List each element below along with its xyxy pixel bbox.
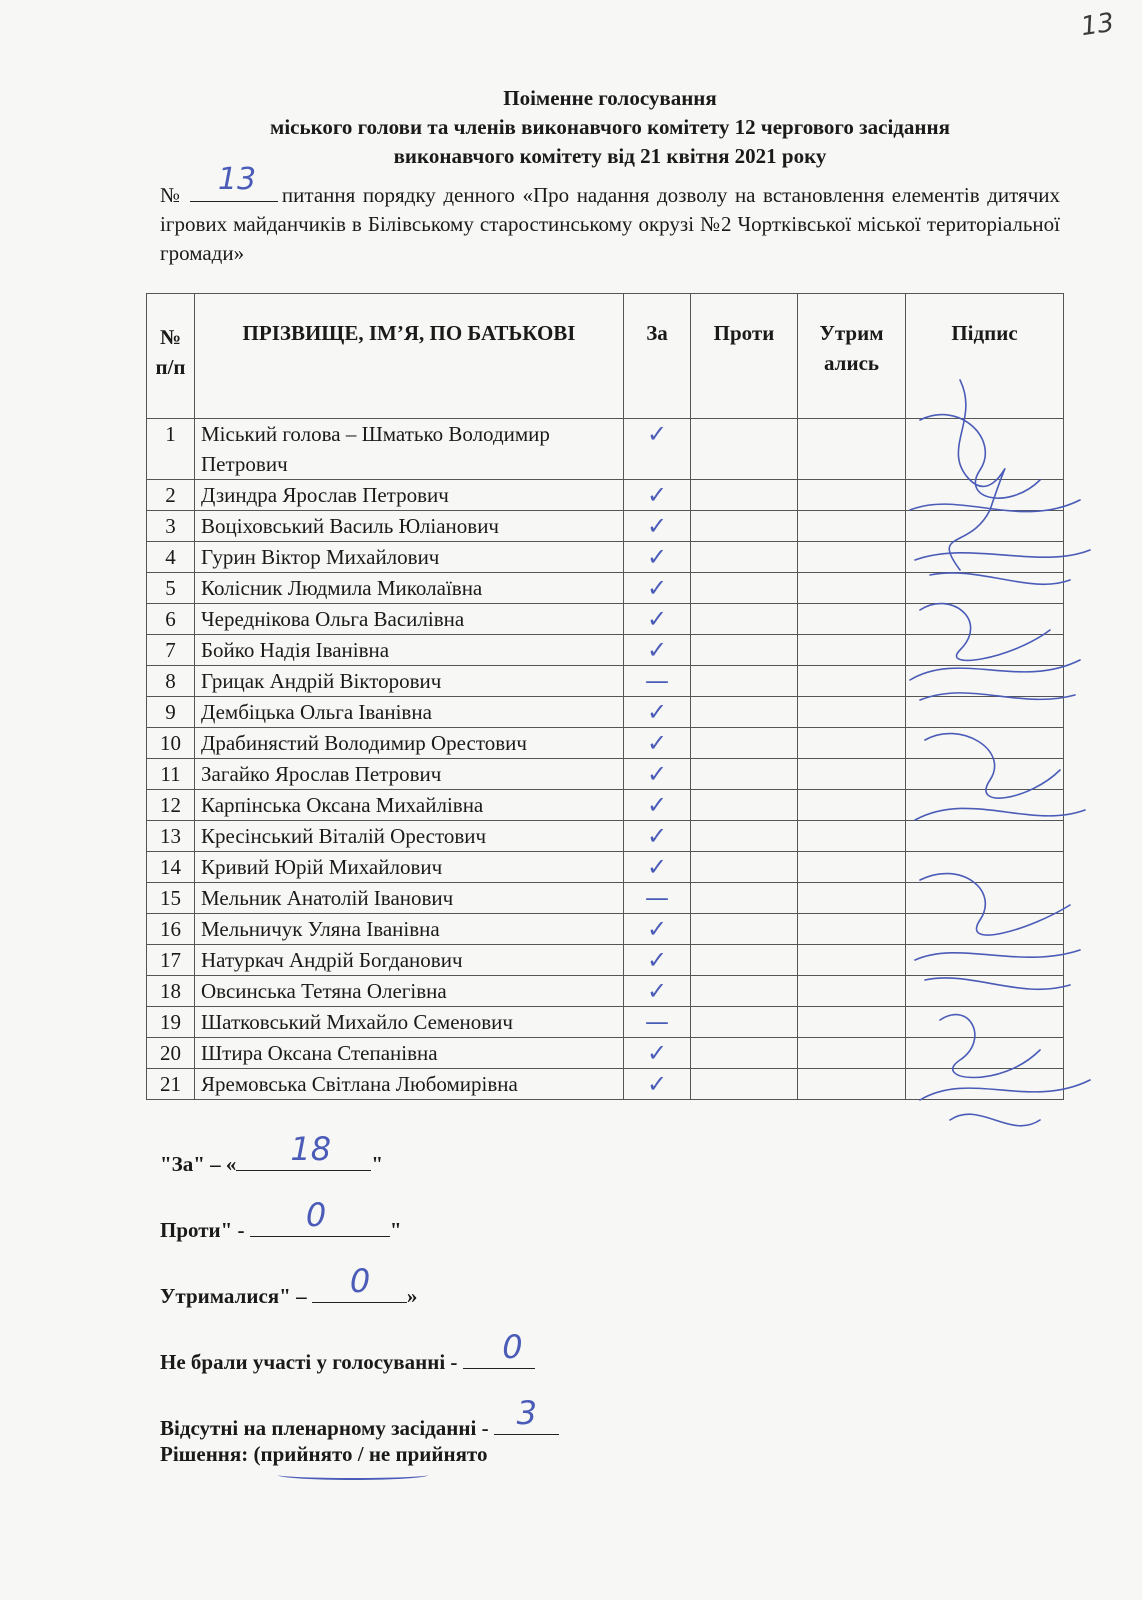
row-signature bbox=[906, 480, 1064, 511]
title-line-3: виконавчого комітету від 21 квітня 2021 року bbox=[393, 144, 827, 168]
row-name: Мельник Анатолій Іванович bbox=[195, 883, 624, 914]
table-row bbox=[147, 697, 1064, 728]
summary-against bbox=[160, 1196, 402, 1243]
row-vote-against bbox=[691, 728, 798, 759]
row-signature bbox=[906, 1038, 1064, 1069]
row-vote-abstained bbox=[798, 666, 906, 697]
summary-for-end: " bbox=[371, 1152, 384, 1176]
row-num: 13 bbox=[147, 821, 195, 852]
table-row bbox=[147, 759, 1064, 790]
summary-against-blank bbox=[250, 1196, 390, 1237]
row-vote-for: — bbox=[624, 1007, 691, 1038]
table-row bbox=[147, 728, 1064, 759]
summary-for-label: "За" – « bbox=[160, 1152, 237, 1176]
row-name: Мельничук Уляна Іванівна bbox=[195, 914, 624, 945]
agenda-item-intro bbox=[160, 162, 1061, 268]
table-row bbox=[147, 945, 1064, 976]
table-row bbox=[147, 419, 1064, 480]
table-row bbox=[147, 1038, 1064, 1069]
page-number: 13 bbox=[1078, 7, 1116, 43]
row-num: 3 bbox=[147, 511, 195, 542]
decision-text: Рішення: (прийнято / не прийнято bbox=[160, 1442, 488, 1466]
row-vote-against bbox=[691, 1038, 798, 1069]
row-vote-against bbox=[691, 821, 798, 852]
row-name: Бойко Надія Іванівна bbox=[195, 635, 624, 666]
row-vote-abstained bbox=[798, 542, 906, 573]
row-vote-abstained bbox=[798, 635, 906, 666]
row-signature bbox=[906, 1069, 1064, 1100]
row-vote-for: ✓ bbox=[624, 852, 691, 883]
row-vote-abstained bbox=[798, 480, 906, 511]
summary-for bbox=[160, 1130, 384, 1177]
row-signature bbox=[906, 697, 1064, 728]
row-name: Овсинська Тетяна Олегівна bbox=[195, 976, 624, 1007]
row-num: 15 bbox=[147, 883, 195, 914]
row-num: 5 bbox=[147, 573, 195, 604]
row-vote-for: ✓ bbox=[624, 542, 691, 573]
row-vote-against bbox=[691, 914, 798, 945]
row-num: 11 bbox=[147, 759, 195, 790]
summary-absent bbox=[160, 1394, 559, 1441]
row-vote-against bbox=[691, 604, 798, 635]
row-name: Шатковський Михайло Семенович bbox=[195, 1007, 624, 1038]
row-signature bbox=[906, 883, 1064, 914]
row-vote-abstained bbox=[798, 852, 906, 883]
row-vote-abstained bbox=[798, 1038, 906, 1069]
row-signature bbox=[906, 790, 1064, 821]
row-vote-for: ✓ bbox=[624, 728, 691, 759]
agenda-item-text: питання порядку денного «Про надання дозволу на встановлення елементів дитячих ігрових майданчиків в Білівському старостинському окрузі №2 Чортківської міської територіальної громади» bbox=[160, 183, 1061, 265]
row-num: 1 bbox=[147, 419, 195, 480]
table-row bbox=[147, 1007, 1064, 1038]
handwritten-not-participated-count: 0 bbox=[502, 1328, 523, 1366]
row-vote-for: ✓ bbox=[624, 573, 691, 604]
row-name: Дембіцька Ольга Іванівна bbox=[195, 697, 624, 728]
row-num: 9 bbox=[147, 697, 195, 728]
table-row bbox=[147, 542, 1064, 573]
row-num: 20 bbox=[147, 1038, 195, 1069]
row-name: Штира Оксана Степанівна bbox=[195, 1038, 624, 1069]
header-against: Проти bbox=[691, 294, 798, 419]
row-signature bbox=[906, 511, 1064, 542]
row-num: 7 bbox=[147, 635, 195, 666]
header-signature: Підпис bbox=[906, 294, 1064, 419]
row-vote-abstained bbox=[798, 914, 906, 945]
table-row bbox=[147, 604, 1064, 635]
row-signature bbox=[906, 728, 1064, 759]
row-num: 8 bbox=[147, 666, 195, 697]
row-name: Воціховський Василь Юліанович bbox=[195, 511, 624, 542]
header-name: ПРІЗВИЩЕ, ІМ’Я, ПО БАТЬКОВІ bbox=[195, 294, 624, 419]
row-vote-for: ✓ bbox=[624, 976, 691, 1007]
row-signature bbox=[906, 666, 1064, 697]
row-name: Гурин Віктор Михайлович bbox=[195, 542, 624, 573]
row-vote-for: — bbox=[624, 883, 691, 914]
row-vote-abstained bbox=[798, 759, 906, 790]
table-row bbox=[147, 511, 1064, 542]
row-vote-abstained bbox=[798, 945, 906, 976]
row-signature bbox=[906, 542, 1064, 573]
title-line-1: Поіменне голосування bbox=[503, 86, 717, 110]
table-row bbox=[147, 1069, 1064, 1100]
table-row bbox=[147, 635, 1064, 666]
row-name: Драбинястий Володимир Орестович bbox=[195, 728, 624, 759]
summary-absent-label: Відсутні на пленарному засіданні - bbox=[160, 1416, 489, 1440]
row-vote-against bbox=[691, 419, 798, 480]
handwritten-absent-count: 3 bbox=[516, 1394, 537, 1432]
row-vote-against bbox=[691, 480, 798, 511]
row-vote-against bbox=[691, 976, 798, 1007]
agenda-number-blank bbox=[190, 162, 278, 202]
row-num: 18 bbox=[147, 976, 195, 1007]
document-title bbox=[160, 84, 1060, 171]
row-vote-for: ✓ bbox=[624, 1038, 691, 1069]
header-abstained: Утрим ались bbox=[798, 294, 906, 419]
row-signature bbox=[906, 914, 1064, 945]
title-line-2: міського голови та членів виконавчого комітету 12 чергового засідання bbox=[270, 115, 950, 139]
row-vote-abstained bbox=[798, 1007, 906, 1038]
table-row bbox=[147, 976, 1064, 1007]
header-for: За bbox=[624, 294, 691, 419]
row-signature bbox=[906, 419, 1064, 480]
row-name: Кривий Юрій Михайлович bbox=[195, 852, 624, 883]
row-vote-for: — bbox=[624, 666, 691, 697]
header-num: № п/п bbox=[147, 294, 195, 419]
row-vote-abstained bbox=[798, 573, 906, 604]
table-row bbox=[147, 573, 1064, 604]
row-vote-against bbox=[691, 1007, 798, 1038]
row-vote-against bbox=[691, 666, 798, 697]
row-vote-abstained bbox=[798, 697, 906, 728]
summary-abstained-label: Утрималися" – bbox=[160, 1284, 307, 1308]
summary-absent-blank bbox=[494, 1394, 559, 1435]
row-vote-for: ✓ bbox=[624, 1069, 691, 1100]
handwritten-agenda-number: 13 bbox=[217, 162, 257, 197]
row-signature bbox=[906, 852, 1064, 883]
row-signature bbox=[906, 1007, 1064, 1038]
row-signature bbox=[906, 976, 1064, 1007]
row-num: 19 bbox=[147, 1007, 195, 1038]
row-vote-for: ✓ bbox=[624, 511, 691, 542]
roll-call-vote-table bbox=[146, 293, 1064, 1100]
row-vote-for: ✓ bbox=[624, 945, 691, 976]
row-vote-abstained bbox=[798, 976, 906, 1007]
row-vote-abstained bbox=[798, 790, 906, 821]
row-vote-for: ✓ bbox=[624, 914, 691, 945]
summary-abstained bbox=[160, 1262, 418, 1309]
table-row bbox=[147, 790, 1064, 821]
row-vote-against bbox=[691, 852, 798, 883]
row-vote-abstained bbox=[798, 1069, 906, 1100]
row-vote-against bbox=[691, 759, 798, 790]
row-vote-abstained bbox=[798, 511, 906, 542]
row-num: 17 bbox=[147, 945, 195, 976]
row-vote-against bbox=[691, 542, 798, 573]
handwritten-underline bbox=[278, 1470, 428, 1480]
handwritten-for-count: 18 bbox=[290, 1130, 332, 1168]
summary-not-participated bbox=[160, 1328, 535, 1375]
row-name: Дзиндра Ярослав Петрович bbox=[195, 480, 624, 511]
row-name: Міський голова – Шматько Володимир Петрович bbox=[195, 419, 624, 480]
row-name: Загайко Ярослав Петрович bbox=[195, 759, 624, 790]
table-row bbox=[147, 883, 1064, 914]
summary-not-participated-blank bbox=[463, 1328, 535, 1369]
row-vote-against bbox=[691, 883, 798, 914]
summary-against-label: Проти" - bbox=[160, 1218, 245, 1242]
number-sign: № bbox=[160, 183, 183, 207]
row-vote-against bbox=[691, 945, 798, 976]
row-vote-for: ✓ bbox=[624, 759, 691, 790]
summary-for-blank bbox=[236, 1130, 371, 1171]
row-num: 12 bbox=[147, 790, 195, 821]
row-name: Яремовська Світлана Любомирівна bbox=[195, 1069, 624, 1100]
row-name: Кресінський Віталій Орестович bbox=[195, 821, 624, 852]
table-row bbox=[147, 821, 1064, 852]
row-signature bbox=[906, 821, 1064, 852]
row-vote-against bbox=[691, 697, 798, 728]
handwritten-against-count: 0 bbox=[305, 1196, 327, 1234]
row-name: Натуркач Андрій Богданович bbox=[195, 945, 624, 976]
row-vote-abstained bbox=[798, 883, 906, 914]
row-vote-abstained bbox=[798, 604, 906, 635]
row-vote-against bbox=[691, 573, 798, 604]
row-vote-abstained bbox=[798, 728, 906, 759]
row-vote-against bbox=[691, 635, 798, 666]
table-row bbox=[147, 914, 1064, 945]
summary-abstained-end: » bbox=[406, 1284, 418, 1308]
row-vote-for: ✓ bbox=[624, 790, 691, 821]
row-name: Череднікова Ольга Василівна bbox=[195, 604, 624, 635]
row-signature bbox=[906, 945, 1064, 976]
table-row bbox=[147, 852, 1064, 883]
row-vote-for: ✓ bbox=[624, 480, 691, 511]
row-vote-for: ✓ bbox=[624, 604, 691, 635]
row-name: Грицак Андрій Вікторович bbox=[195, 666, 624, 697]
row-num: 16 bbox=[147, 914, 195, 945]
decision-line bbox=[160, 1442, 487, 1467]
row-vote-abstained bbox=[798, 821, 906, 852]
row-num: 4 bbox=[147, 542, 195, 573]
row-name: Колісник Людмила Миколаївна bbox=[195, 573, 624, 604]
row-num: 14 bbox=[147, 852, 195, 883]
table-header-row bbox=[147, 294, 1064, 419]
row-vote-against bbox=[691, 511, 798, 542]
row-vote-for: ✓ bbox=[624, 635, 691, 666]
summary-abstained-blank bbox=[312, 1262, 407, 1303]
row-signature bbox=[906, 759, 1064, 790]
handwritten-abstained-count: 0 bbox=[349, 1262, 371, 1300]
row-signature bbox=[906, 635, 1064, 666]
row-signature bbox=[906, 573, 1064, 604]
row-signature bbox=[906, 604, 1064, 635]
row-vote-against bbox=[691, 1069, 798, 1100]
row-num: 10 bbox=[147, 728, 195, 759]
table-row bbox=[147, 480, 1064, 511]
row-num: 6 bbox=[147, 604, 195, 635]
summary-not-participated-label: Не брали участі у голосуванні - bbox=[160, 1350, 458, 1374]
row-vote-abstained bbox=[798, 419, 906, 480]
row-vote-against bbox=[691, 790, 798, 821]
row-vote-for: ✓ bbox=[624, 697, 691, 728]
row-num: 2 bbox=[147, 480, 195, 511]
row-vote-for: ✓ bbox=[624, 419, 691, 480]
row-vote-for: ✓ bbox=[624, 821, 691, 852]
table-row bbox=[147, 666, 1064, 697]
row-name: Карпінська Оксана Михайлівна bbox=[195, 790, 624, 821]
row-num: 21 bbox=[147, 1069, 195, 1100]
summary-against-end: " bbox=[389, 1218, 402, 1242]
